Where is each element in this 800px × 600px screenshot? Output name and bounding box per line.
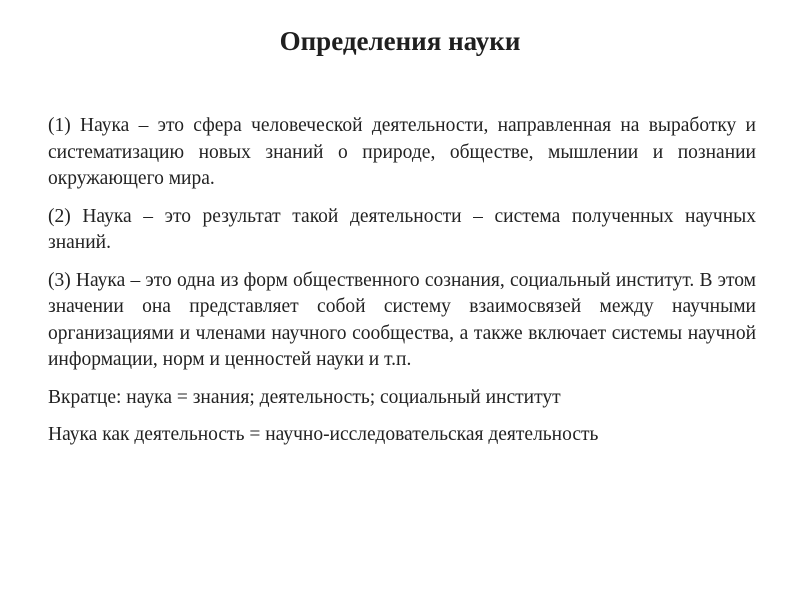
definition-3: (3) Наука – это одна из форм общественного сознания, социальный институт. В этом значении она представляет собой систему взаимосвязей между научными организациями и членами научного сообщества, а также включает системы научной информации, норм и ценностей науки и т.п. bbox=[48, 269, 756, 370]
activity-line: Наука как деятельность = научно-исследовательская деятельность bbox=[48, 424, 599, 445]
definition-1: (1) Наука – это сфера человеческой деятельности, направленная на выработку и систематизацию новых знаний о природе, обществе, мышлении и познании окружающего мира. bbox=[48, 115, 756, 189]
slide-content bbox=[48, 113, 756, 460]
slide-title: Определения науки bbox=[279, 26, 521, 56]
definition-2: (2) Наука – это результат такой деятельности – система полученных научных знаний. bbox=[48, 205, 756, 253]
summary-line: Вкратце: наука = знания; деятельность; социальный институт bbox=[48, 386, 561, 408]
